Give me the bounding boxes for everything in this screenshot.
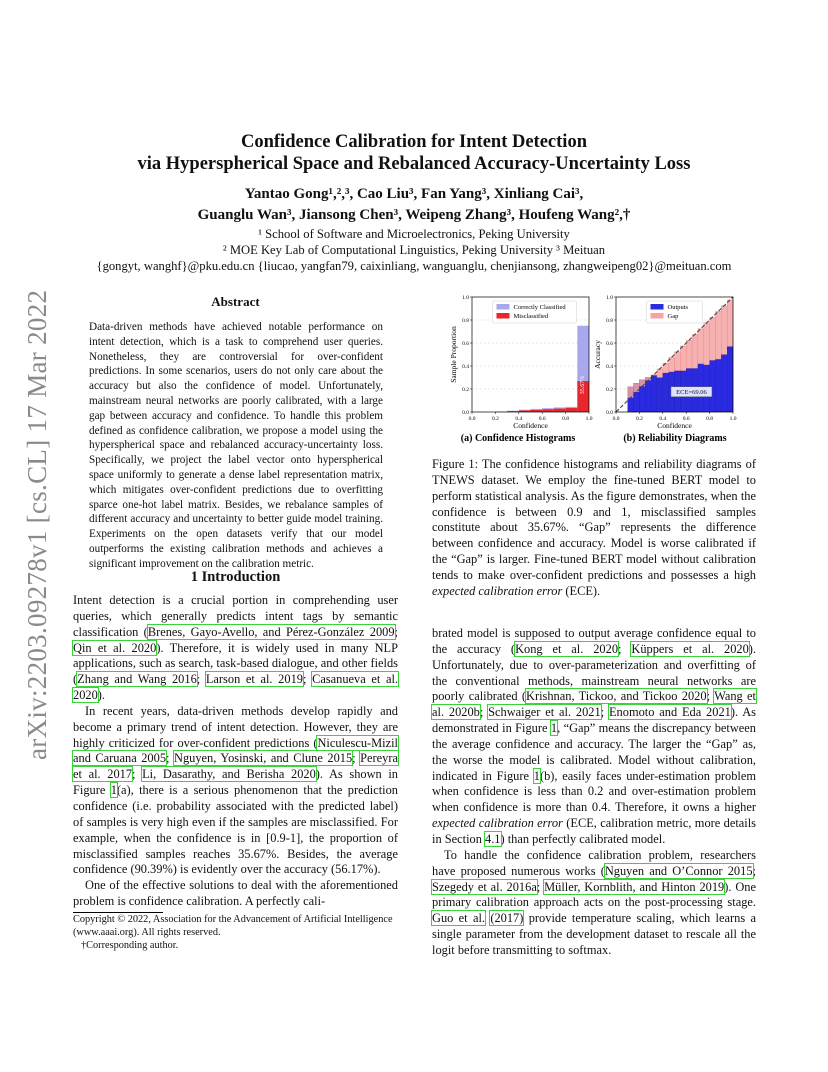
subcaption-b: (b) Reliability Diagrams <box>623 433 727 444</box>
figure-caption: Figure 1: The confidence histograms and reliability diagrams of TNEWS dataset. We employ the fine-tuned BERT model to perform statistical analysis. As the figure demonstrates, when the confidence is between 0.9 and 1, misclassified samples constitute about 35.67%. “Gap” represents the difference between confidence and accuracy. Model is worse calibrated if the “Gap” is larger. Fine-tuned BERT model without calibration tends to make over-confident predictions and possesses a high expected calibration error (ECE). <box>432 457 756 598</box>
correct-bar <box>519 410 531 411</box>
title-line-1: Confidence Calibration for Intent Detection <box>241 132 587 152</box>
y-tick-label: 0.2 <box>462 387 469 393</box>
legend-swatch <box>497 304 510 310</box>
y-axis-label: Accuracy <box>593 340 602 369</box>
gap-bar <box>680 346 686 371</box>
citation-link[interactable]: Brenes, Gayo-Avello, and Pérez-González 2009 <box>147 624 395 639</box>
citation-link[interactable]: Qin et al. 2020 <box>73 640 157 655</box>
y-tick-label: 0.0 <box>462 410 469 416</box>
y-tick-label: 0.2 <box>606 387 613 393</box>
gap-bar <box>675 352 681 371</box>
intro-paragraph-1: Intent detection is a crucial portion in comprehending user queries, which generally predicts intent tags by semantic classification (Brenes, Gayo-Avello, and Pérez-González 2009; Qin et al. 2020). Therefore, it is widely used in many NLP applications, such as search, task-based dialogue, and other fields (Zhang and Wang 2016; Larson et al. 2019; Casanueva et al. 2020). <box>73 593 398 703</box>
affiliation-2: ² MOE Key Lab of Computational Linguistics, Peking University ³ Meituan <box>222 243 606 257</box>
affiliation-1: ¹ School of Software and Microelectronics, Peking University <box>258 227 570 241</box>
gap-bar <box>698 329 704 364</box>
x-tick-label: 1.0 <box>729 416 737 422</box>
affiliations <box>0 226 828 274</box>
gap-bar <box>686 340 692 368</box>
body-paragraph-1: brated model is supposed to output average confidence equal to the accuracy (Kong et al. 2020; Küppers et al. 2020). Unfortunately, due to over-parameterization and overfitting of the conventional methods, mainstream neural networks are poorly calibrated (Krishnan, Tickoo, and Tickoo 2020; Wang et al. 2020b; Schwaiger et al. 2021; Enomoto and Eda 2021). As demonstrated in Figure 1, “Gap” means the discrepancy between the average confidence and accuracy. The larger the “Gap” as, the worse the model is calibrated. Model without calibration, indicated in Figure 1(b), easily faces under-estimation problem when confidence is less than 0.2 and over-estimation problem when confidence is more than 0.4. Therefore, it owns a higher expected calibration error (ECE, calibration metric, more details in Section 4.1) than perfectly calibrated model. <box>432 626 757 846</box>
right-column-body <box>432 626 756 959</box>
citation-link[interactable]: Nguyen, Yosinski, and Clune 2015 <box>174 751 353 766</box>
y-tick-label: 0.8 <box>462 318 469 324</box>
body-paragraph-2: To handle the confidence calibration problem, researchers have proposed numerous works (Nguyen and O’Connor 2015; Szegedy et al. 2016a; Müller, Kornblith, and Hinton 2019). One primary calibration approach acts on the post-processing stage. Guo et al. (2017) provide temperature scaling, which learns a single parameter from the development dataset to rescale all the logit before transmitting to softmax. <box>432 847 756 957</box>
subcaption-a: (a) Confidence Histograms <box>460 433 576 444</box>
citation-link[interactable]: Niculescu-Mizil and Caruana 2005 <box>73 735 398 766</box>
x-tick-label: 0.0 <box>612 416 620 422</box>
gap-bar <box>721 306 727 355</box>
citation-link[interactable]: Pereyra et al. 2017 <box>73 751 398 782</box>
figure-link[interactable]: 1 <box>110 783 117 798</box>
outputs-bar <box>657 378 663 413</box>
x-tick-label: 0.0 <box>468 416 476 422</box>
authors <box>0 184 828 226</box>
y-axis-label: Sample Proportion <box>449 326 458 383</box>
gap-bar <box>710 317 716 360</box>
x-axis-label: Confidence <box>657 421 692 430</box>
correct-bar <box>542 408 554 409</box>
y-tick-label: 0.0 <box>606 410 613 416</box>
outputs-bar <box>715 359 721 412</box>
legend-swatch <box>651 313 664 319</box>
x-axis-label: Confidence <box>513 421 548 430</box>
figure-1 <box>432 290 756 450</box>
section-link[interactable]: 4.1 <box>485 831 501 846</box>
gap-bar <box>657 369 663 378</box>
gap-bar <box>628 387 634 398</box>
outputs-bar <box>710 360 716 412</box>
intro-paragraph-3: One of the effective solutions to deal with the aforementioned problem is confidence calibration. A perfectly cali- <box>73 878 398 909</box>
footnotes <box>73 913 398 952</box>
author-emails: {gongyt, wanghf}@pku.edu.cn {liucao, yangfan79, caixinliang, wanguanglu, chenjiansong, zhangweipeng02}@meituan.com <box>96 259 732 273</box>
gap-bar <box>639 380 645 386</box>
y-tick-label: 0.4 <box>462 364 469 370</box>
figure-link[interactable]: 1 <box>533 768 540 783</box>
x-tick-label: 0.8 <box>562 416 570 422</box>
citation-link[interactable]: Casanueva et al. 2020 <box>73 672 398 703</box>
copyright-note: Copyright © 2022, Association for the Advancement of Artificial Intelligence (www.aaai.org). All rights reserved. <box>73 914 393 938</box>
legend-label: Outputs <box>667 304 689 311</box>
figure-1-charts <box>432 290 756 450</box>
citation-link[interactable]: Guo et al. <box>432 911 485 926</box>
citation-link[interactable]: Nguyen and O’Connor 2015 <box>604 863 753 878</box>
correct-bar <box>566 407 578 408</box>
gap-bar <box>727 300 733 347</box>
citation-link[interactable]: (2017) <box>490 911 524 926</box>
legend-label: Correctly Classified <box>513 304 566 311</box>
y-tick-label: 0.6 <box>606 341 613 347</box>
misclassified-bar <box>566 408 578 412</box>
abstract-heading: Abstract <box>211 294 260 309</box>
citation-link[interactable]: Li, Dasarathy, and Berisha 2020 <box>142 767 316 782</box>
citation-link[interactable]: Wang et al. 2020b <box>432 689 757 720</box>
authors-line-1: Yantao Gong¹,²,³, Cao Liu³, Fan Yang³, Xinliang Cai³, <box>244 186 584 202</box>
misclassified-bar <box>542 409 554 412</box>
left-column-body <box>73 593 398 910</box>
citation-link[interactable]: Müller, Kornblith, and Hinton 2019 <box>544 879 725 894</box>
legend-label: Gap <box>667 313 679 320</box>
gap-bar <box>704 323 710 365</box>
citation-link[interactable]: Schwaiger et al. 2021 <box>488 705 601 720</box>
outputs-bar <box>721 355 727 413</box>
citation-link[interactable]: Krishnan, Tickoo, and Tickoo 2020 <box>526 689 707 704</box>
x-tick-label: 0.6 <box>682 416 690 422</box>
arxiv-id: arXiv:2203.09278v1 [cs.CL] 17 Mar 2022 <box>22 289 52 760</box>
gap-bar <box>651 375 657 376</box>
citation-link[interactable]: Zhang and Wang 2016 <box>77 672 197 687</box>
authors-line-2: Guanglu Wan³, Jiansong Chen³, Weipeng Zhang³, Houfeng Wang²,† <box>197 207 631 223</box>
x-tick-label: 0.2 <box>491 416 499 422</box>
title-line-2: via Hyperspherical Space and Rebalanced Accuracy-Uncertainty Loss <box>137 154 691 174</box>
x-tick-label: 1.0 <box>585 416 593 422</box>
abstract-body: Data-driven methods have achieved notable performance on intent detection, which is a task to comprehend user queries. Nonetheless, they are controversial for over-confident predictions. In some scenarios, users do not only care about the accuracy but also the confidence of model. Unfortunately, mainstream neural networks are poorly calibrated, with a large gap between accuracy and confidence. To handle this problem defined as confidence calibration, we propose a model using the hyperspherical space and rebalanced accuracy-uncertainty loss. Specifically, we project the label vector onto hyperspherical space uniformly to generate a dense label representation matrix, which mitigates over-confident predictions due to overfitting sparce one-hot label matrix. Besides, we rebalance samples of different accuracy and uncertainty to better guide model training. Experiments on the open datasets verify that our model outperforms the existing calibration methods and achieves a significant improvement on the calibration metric. <box>89 321 383 570</box>
citation-link[interactable]: Enomoto and Eda 2021 <box>608 705 731 720</box>
citation-link[interactable]: Larson et al. 2019 <box>205 672 303 687</box>
y-tick-label: 0.4 <box>606 364 613 370</box>
legend-label: Misclassified <box>513 313 549 320</box>
legend-swatch <box>651 304 664 310</box>
correct-bar <box>577 326 589 381</box>
outputs-bar <box>651 375 657 412</box>
citation-link[interactable]: Kong et al. 2020 <box>515 641 619 656</box>
reliability-diagram-chart <box>593 295 737 430</box>
confidence-histogram-chart <box>449 295 593 430</box>
arxiv-stamp <box>18 290 58 760</box>
outputs-bar <box>727 346 733 412</box>
x-tick-label: 0.4 <box>659 416 667 422</box>
intro-paragraph-2: In recent years, data-driven methods develop rapidly and become a primary trend of intent detection. However, they are highly criticized for over-confident predictions (Niculescu-Mizil and Caruana 2005; Nguyen, Yosinski, and Clune 2015; Pereyra et al. 2017; Li, Dasarathy, and Berisha 2020). As shown in Figure 1(a), there is a serious phenomenon that the prediction confidence (i.e. probability associated with the predicted label) of samples is very high even if the samples are misclassified. For example, when the confidence is in [0.9-1], the proportion of misclassified samples reaches 35.67%. Besides, the average confidence (90.39%) is evidently over the accuracy (56.17%). <box>73 703 398 877</box>
outputs-bar <box>663 373 669 412</box>
x-tick-label: 0.2 <box>635 416 643 422</box>
gap-bar <box>715 311 721 359</box>
y-tick-label: 0.8 <box>606 318 613 324</box>
correct-bar <box>554 407 566 408</box>
citation-link[interactable]: Szegedy et al. 2016a <box>432 879 537 894</box>
y-tick-label: 1.0 <box>462 295 469 301</box>
correct-bar <box>531 409 543 410</box>
corresponding-author-note: †Corresponding author. <box>81 940 179 951</box>
misclassified-bar <box>554 409 566 412</box>
y-tick-label: 1.0 <box>606 295 613 301</box>
figure-link[interactable]: 1 <box>550 721 558 736</box>
citation-link[interactable]: Küppers et al. 2020 <box>631 641 749 656</box>
x-tick-label: 0.6 <box>538 416 546 422</box>
y-tick-label: 0.6 <box>462 341 469 347</box>
chart-annotation: 35.67% <box>580 375 587 395</box>
chart-annotation: ECE=69.06 <box>676 389 707 397</box>
x-tick-label: 0.4 <box>515 416 523 422</box>
paper-title <box>0 131 828 175</box>
section-heading-introduction: 1 Introduction <box>190 569 281 585</box>
legend-swatch <box>497 313 510 319</box>
x-tick-label: 0.8 <box>706 416 714 422</box>
gap-bar <box>692 334 698 368</box>
